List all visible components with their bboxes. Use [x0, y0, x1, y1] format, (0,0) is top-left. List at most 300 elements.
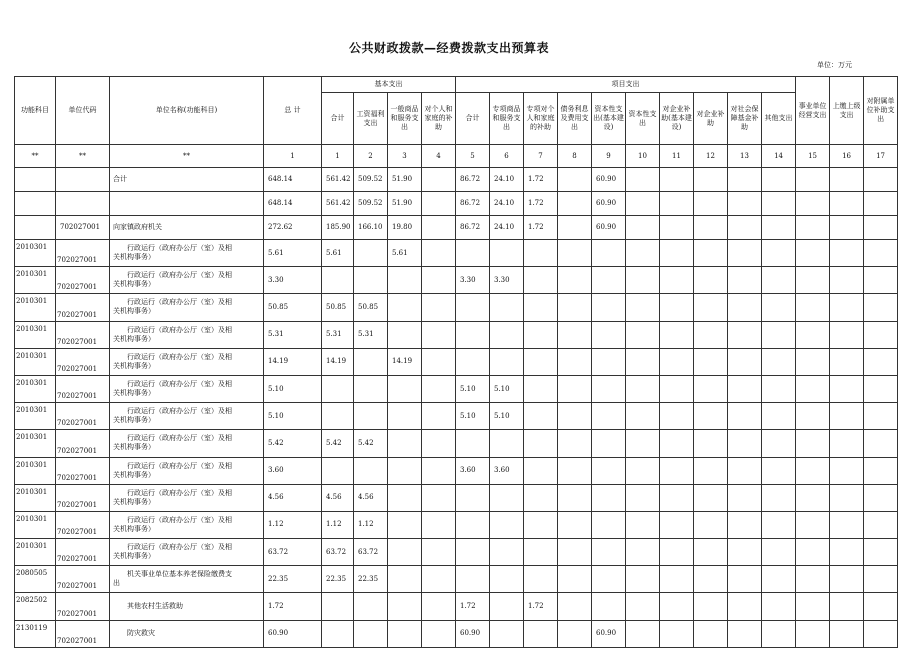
- unit-name-cell: [110, 375, 264, 402]
- value-cell: [694, 403, 728, 430]
- value-cell: [660, 267, 694, 294]
- unit-name-cell: 合计: [110, 168, 264, 192]
- func-code-cell: [15, 168, 56, 192]
- value-cell: [796, 593, 830, 620]
- value-cell: [592, 484, 626, 511]
- value-cell: 60.90: [592, 168, 626, 192]
- value-cell: [762, 240, 796, 267]
- unit-name-line1: 防灾救灾: [127, 629, 155, 638]
- value-cell: 1.12: [322, 511, 354, 538]
- value-cell: [694, 267, 728, 294]
- value-cell: [626, 403, 660, 430]
- header-unit-code: 单位代码: [56, 77, 110, 145]
- value-cell: 63.72: [322, 539, 354, 566]
- column-number: 1: [264, 145, 322, 168]
- value-cell: [864, 240, 898, 267]
- value-cell: [864, 192, 898, 216]
- value-cell: [660, 620, 694, 647]
- unit-label: 单位：万元: [817, 61, 852, 69]
- value-cell: [830, 375, 864, 402]
- value-cell: 5.10: [456, 375, 490, 402]
- value-cell: [422, 511, 456, 538]
- value-cell: [558, 539, 592, 566]
- header-func-code: 功能科目: [15, 77, 56, 145]
- value-cell: [490, 539, 524, 566]
- value-cell: [830, 168, 864, 192]
- value-cell: 509.52: [354, 192, 388, 216]
- value-cell: [762, 457, 796, 484]
- value-cell: [524, 620, 558, 647]
- header-tail-2: 对附属单位补助支出: [864, 77, 898, 145]
- func-code-cell: 2130119: [15, 620, 56, 647]
- value-cell: [592, 375, 626, 402]
- value-cell: [592, 403, 626, 430]
- unit-name-line1: 行政运行（政府办公厅（室）及相: [127, 461, 232, 470]
- unit-name-cell: [110, 430, 264, 457]
- table-row: [15, 539, 898, 566]
- value-cell: 1.12: [354, 511, 388, 538]
- value-cell: 24.10: [490, 192, 524, 216]
- value-cell: [694, 294, 728, 321]
- func-code-cell: 2010301: [15, 403, 56, 430]
- value-cell: [354, 240, 388, 267]
- value-cell: 51.90: [388, 192, 422, 216]
- value-cell: [694, 321, 728, 348]
- value-cell: [558, 620, 592, 647]
- value-cell: [830, 216, 864, 240]
- value-cell: [830, 192, 864, 216]
- value-cell: [728, 294, 762, 321]
- value-cell: [762, 348, 796, 375]
- value-cell: [422, 620, 456, 647]
- value-cell: [762, 375, 796, 402]
- value-cell: [626, 375, 660, 402]
- value-cell: [490, 240, 524, 267]
- value-cell: [422, 321, 456, 348]
- value-cell: 60.90: [456, 620, 490, 647]
- func-code-cell: 2010301: [15, 375, 56, 402]
- column-number: **: [15, 145, 56, 168]
- unit-code-cell: 702027001: [56, 511, 110, 538]
- value-cell: [592, 321, 626, 348]
- value-cell: [728, 240, 762, 267]
- value-cell: [830, 539, 864, 566]
- value-cell: [694, 375, 728, 402]
- value-cell: [592, 566, 626, 593]
- unit-code-cell: 702027001: [56, 593, 110, 620]
- value-cell: [354, 593, 388, 620]
- value-cell: [728, 457, 762, 484]
- value-cell: [694, 511, 728, 538]
- value-cell: [456, 321, 490, 348]
- value-cell: [422, 216, 456, 240]
- value-cell: [796, 240, 830, 267]
- unit-name-cell: [110, 620, 264, 647]
- value-cell: [626, 192, 660, 216]
- value-cell: [388, 566, 422, 593]
- func-code-cell: 2010301: [15, 457, 56, 484]
- func-code-cell: [15, 216, 56, 240]
- value-cell: [864, 375, 898, 402]
- column-number: 12: [694, 145, 728, 168]
- func-code-cell: 2080505: [15, 566, 56, 593]
- value-cell: [864, 216, 898, 240]
- value-cell: [728, 168, 762, 192]
- value-cell: [796, 403, 830, 430]
- value-cell: [592, 430, 626, 457]
- value-cell: [558, 403, 592, 430]
- value-cell: [592, 240, 626, 267]
- value-cell: [626, 511, 660, 538]
- value-cell: [660, 192, 694, 216]
- header-tail-0: 事业单位经营支出: [796, 77, 830, 145]
- unit-name-cell: [110, 539, 264, 566]
- column-number: 3: [388, 145, 422, 168]
- value-cell: 1.12: [264, 511, 322, 538]
- unit-name-line2: 关机构事务）: [113, 552, 155, 561]
- value-cell: [728, 403, 762, 430]
- value-cell: [762, 566, 796, 593]
- unit-code-cell: 702027001: [56, 620, 110, 647]
- header-tail-1: 上缴上级支出: [830, 77, 864, 145]
- value-cell: [490, 484, 524, 511]
- value-cell: [694, 348, 728, 375]
- unit-code-cell: 702027001: [56, 375, 110, 402]
- value-cell: [524, 348, 558, 375]
- value-cell: [660, 539, 694, 566]
- column-number: 7: [524, 145, 558, 168]
- header-project-7: 对企业补助: [694, 93, 728, 145]
- value-cell: [592, 457, 626, 484]
- value-cell: [388, 539, 422, 566]
- table-row: [15, 294, 898, 321]
- value-cell: [864, 294, 898, 321]
- value-cell: [558, 321, 592, 348]
- value-cell: [422, 566, 456, 593]
- header-basic-0: 合计: [322, 93, 354, 145]
- value-cell: [626, 321, 660, 348]
- func-code-cell: 2082502: [15, 593, 56, 620]
- value-cell: 4.56: [322, 484, 354, 511]
- value-cell: [524, 566, 558, 593]
- header-project-2: 专项对个人和家庭的补助: [524, 93, 558, 145]
- value-cell: [558, 294, 592, 321]
- unit-name-cell: [110, 511, 264, 538]
- table-row: [15, 593, 898, 620]
- value-cell: [322, 375, 354, 402]
- value-cell: 5.10: [456, 403, 490, 430]
- column-number: 10: [626, 145, 660, 168]
- value-cell: [422, 430, 456, 457]
- value-cell: [660, 216, 694, 240]
- value-cell: [626, 484, 660, 511]
- value-cell: [864, 267, 898, 294]
- value-cell: [728, 216, 762, 240]
- header-project-group: 项目支出: [456, 77, 796, 93]
- value-cell: [864, 539, 898, 566]
- unit-name-line1: 行政运行（政府办公厅（室）及相: [127, 434, 232, 443]
- value-cell: [762, 620, 796, 647]
- unit-code-cell: 702027001: [56, 539, 110, 566]
- value-cell: [456, 566, 490, 593]
- value-cell: [694, 620, 728, 647]
- value-cell: [864, 168, 898, 192]
- value-cell: [388, 620, 422, 647]
- func-code-cell: 2010301: [15, 511, 56, 538]
- page-title: 公共财政拨款—经费拨款支出预算表: [348, 41, 549, 55]
- value-cell: [626, 267, 660, 294]
- value-cell: [660, 240, 694, 267]
- value-cell: [728, 484, 762, 511]
- value-cell: [558, 566, 592, 593]
- value-cell: [660, 375, 694, 402]
- value-cell: 5.61: [388, 240, 422, 267]
- value-cell: [660, 348, 694, 375]
- header-project-5: 资本性支出: [626, 93, 660, 145]
- value-cell: 1.72: [524, 216, 558, 240]
- unit-name-cell: [110, 457, 264, 484]
- value-cell: [762, 430, 796, 457]
- column-number: **: [110, 145, 264, 168]
- func-code-cell: 2010301: [15, 294, 56, 321]
- value-cell: [830, 511, 864, 538]
- value-cell: [660, 430, 694, 457]
- value-cell: [626, 240, 660, 267]
- value-cell: [592, 593, 626, 620]
- unit-code-cell: 702027001: [56, 457, 110, 484]
- budget-table: [14, 76, 898, 648]
- value-cell: [762, 192, 796, 216]
- table-row: [15, 267, 898, 294]
- value-cell: [558, 348, 592, 375]
- number-row: [15, 145, 898, 168]
- value-cell: 1.72: [456, 593, 490, 620]
- value-cell: [388, 457, 422, 484]
- value-cell: 3.60: [456, 457, 490, 484]
- value-cell: [796, 620, 830, 647]
- value-cell: [660, 511, 694, 538]
- unit-name-cell: [110, 321, 264, 348]
- value-cell: [830, 240, 864, 267]
- table-row: [15, 457, 898, 484]
- value-cell: [456, 539, 490, 566]
- value-cell: [626, 294, 660, 321]
- value-cell: [864, 321, 898, 348]
- value-cell: [422, 240, 456, 267]
- value-cell: 5.31: [322, 321, 354, 348]
- value-cell: 22.35: [322, 566, 354, 593]
- value-cell: 648.14: [264, 192, 322, 216]
- value-cell: [728, 430, 762, 457]
- unit-name-line1: 行政运行（政府办公厅（室）及相: [127, 244, 232, 253]
- value-cell: [456, 511, 490, 538]
- value-cell: [830, 566, 864, 593]
- value-cell: [524, 321, 558, 348]
- value-cell: [524, 375, 558, 402]
- value-cell: [422, 403, 456, 430]
- value-cell: [422, 457, 456, 484]
- value-cell: [694, 566, 728, 593]
- table-row: [15, 240, 898, 267]
- value-cell: 1.72: [524, 192, 558, 216]
- unit-name-line1: 其他农村生活救助: [127, 602, 183, 611]
- unit-name-cell: [110, 403, 264, 430]
- value-cell: 4.56: [264, 484, 322, 511]
- value-cell: [796, 348, 830, 375]
- value-cell: 63.72: [354, 539, 388, 566]
- value-cell: 4.56: [354, 484, 388, 511]
- header-basic-3: 对个人和家庭的补助: [422, 93, 456, 145]
- unit-code-cell: 702027001: [56, 403, 110, 430]
- value-cell: [864, 593, 898, 620]
- unit-name-line2: 关机构事务）: [113, 470, 155, 479]
- value-cell: [762, 168, 796, 192]
- value-cell: [694, 430, 728, 457]
- table-row: [15, 321, 898, 348]
- table-row: [15, 430, 898, 457]
- value-cell: [456, 430, 490, 457]
- value-cell: [626, 348, 660, 375]
- table-row: [15, 403, 898, 430]
- value-cell: [864, 430, 898, 457]
- value-cell: [626, 430, 660, 457]
- value-cell: [626, 620, 660, 647]
- value-cell: 19.80: [388, 216, 422, 240]
- value-cell: 22.35: [354, 566, 388, 593]
- value-cell: 50.85: [354, 294, 388, 321]
- table-row: [15, 511, 898, 538]
- value-cell: 24.10: [490, 168, 524, 192]
- table-row: [15, 375, 898, 402]
- column-number: 17: [864, 145, 898, 168]
- value-cell: [422, 593, 456, 620]
- value-cell: [796, 294, 830, 321]
- value-cell: [830, 593, 864, 620]
- value-cell: [830, 620, 864, 647]
- unit-name-cell: [110, 192, 264, 216]
- value-cell: [524, 457, 558, 484]
- value-cell: [558, 430, 592, 457]
- unit-code-cell: 702027001: [56, 216, 110, 240]
- value-cell: [456, 294, 490, 321]
- value-cell: [322, 620, 354, 647]
- value-cell: [864, 403, 898, 430]
- value-cell: 5.10: [490, 403, 524, 430]
- value-cell: 509.52: [354, 168, 388, 192]
- value-cell: [626, 168, 660, 192]
- value-cell: 5.42: [354, 430, 388, 457]
- value-cell: 63.72: [264, 539, 322, 566]
- value-cell: [694, 593, 728, 620]
- unit-name-line2: 关机构事务）: [113, 416, 155, 425]
- value-cell: [558, 267, 592, 294]
- value-cell: 561.42: [322, 192, 354, 216]
- value-cell: [490, 620, 524, 647]
- value-cell: [796, 511, 830, 538]
- value-cell: [322, 267, 354, 294]
- unit-name-line1: 机关事业单位基本养老保险缴费支: [127, 570, 232, 579]
- value-cell: 60.90: [592, 192, 626, 216]
- value-cell: [456, 240, 490, 267]
- value-cell: [422, 375, 456, 402]
- value-cell: [422, 192, 456, 216]
- value-cell: 60.90: [264, 620, 322, 647]
- value-cell: [626, 539, 660, 566]
- value-cell: [694, 168, 728, 192]
- value-cell: [490, 430, 524, 457]
- unit-name-cell: [110, 240, 264, 267]
- value-cell: [490, 321, 524, 348]
- value-cell: [762, 267, 796, 294]
- header-basic-2: 一般商品和服务支出: [388, 93, 422, 145]
- value-cell: [388, 321, 422, 348]
- value-cell: [558, 511, 592, 538]
- value-cell: [728, 267, 762, 294]
- header-unit-name: 单位名称(功能科目): [110, 77, 264, 145]
- column-number: 8: [558, 145, 592, 168]
- func-code-cell: 2010301: [15, 240, 56, 267]
- header-total: 总 计: [264, 77, 322, 145]
- unit-code-cell: [56, 192, 110, 216]
- value-cell: 5.10: [264, 403, 322, 430]
- value-cell: [796, 192, 830, 216]
- value-cell: [830, 267, 864, 294]
- value-cell: 1.72: [524, 168, 558, 192]
- value-cell: 24.10: [490, 216, 524, 240]
- unit-code-cell: [56, 168, 110, 192]
- unit-code-cell: 702027001: [56, 321, 110, 348]
- unit-name-line1: 行政运行（政府办公厅（室）及相: [127, 515, 232, 524]
- value-cell: [864, 511, 898, 538]
- value-cell: [592, 511, 626, 538]
- unit-name-line2: 关机构事务）: [113, 307, 155, 316]
- value-cell: 3.60: [490, 457, 524, 484]
- value-cell: [660, 168, 694, 192]
- value-cell: [422, 168, 456, 192]
- value-cell: [796, 267, 830, 294]
- value-cell: [694, 192, 728, 216]
- value-cell: [762, 484, 796, 511]
- value-cell: [388, 267, 422, 294]
- value-cell: [422, 348, 456, 375]
- value-cell: [388, 403, 422, 430]
- header-project-6: 对企业补助(基本建设): [660, 93, 694, 145]
- value-cell: [388, 375, 422, 402]
- value-cell: [864, 348, 898, 375]
- value-cell: [524, 267, 558, 294]
- value-cell: [694, 216, 728, 240]
- value-cell: [864, 566, 898, 593]
- column-number: 14: [762, 145, 796, 168]
- header-project-0: 合计: [456, 93, 490, 145]
- table-row: [15, 566, 898, 593]
- value-cell: [322, 593, 354, 620]
- unit-name-line1: 行政运行（政府办公厅（室）及相: [127, 298, 232, 307]
- unit-name-cell: [110, 484, 264, 511]
- value-cell: [762, 403, 796, 430]
- value-cell: [762, 539, 796, 566]
- value-cell: [728, 375, 762, 402]
- value-cell: [626, 457, 660, 484]
- unit-name-line1: 行政运行（政府办公厅（室）及相: [127, 543, 232, 552]
- unit-name-cell: 向家镇政府机关: [110, 216, 264, 240]
- column-number: 5: [456, 145, 490, 168]
- value-cell: [558, 240, 592, 267]
- value-cell: 1.72: [524, 593, 558, 620]
- value-cell: 60.90: [592, 620, 626, 647]
- func-code-cell: 2010301: [15, 539, 56, 566]
- value-cell: [830, 348, 864, 375]
